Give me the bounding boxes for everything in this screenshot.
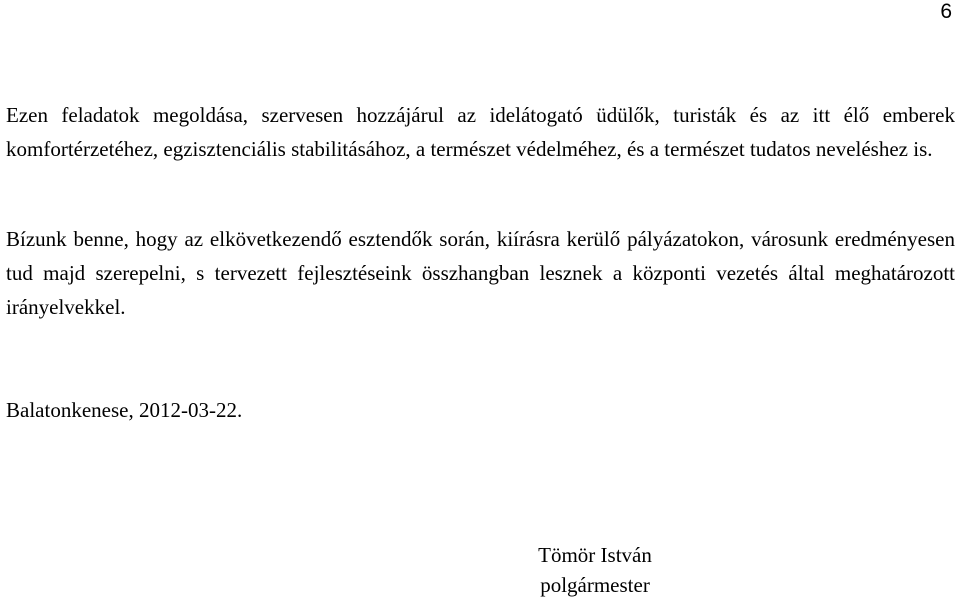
place-date: Balatonkenese, 2012-03-22. [6,398,243,422]
page-number: 6 [940,0,952,23]
signatory-title: polgármester [540,573,650,597]
signatory-name: Tömör István [538,543,652,567]
paragraph-2: Bízunk benne, hogy az elkövetkezendő esztendők során, kiírásra kerülő pályázatokon, városunk eredményesen tud majd szerepelni, s tervezett fejlesztéseink összhangban lesznek a központi vezetés által meghatározott irányelvekkel. [6,227,955,319]
paragraph-1: Ezen feladatok megoldása, szervesen hozzájárul az idelátogató üdülők, turisták és az itt élő emberek komfortérzetéhez, egzisztenciális stabilitásához, a természet védelméhez, és a természet tudatos neveléshez is. [6,103,955,161]
signature-block [500,540,690,600]
